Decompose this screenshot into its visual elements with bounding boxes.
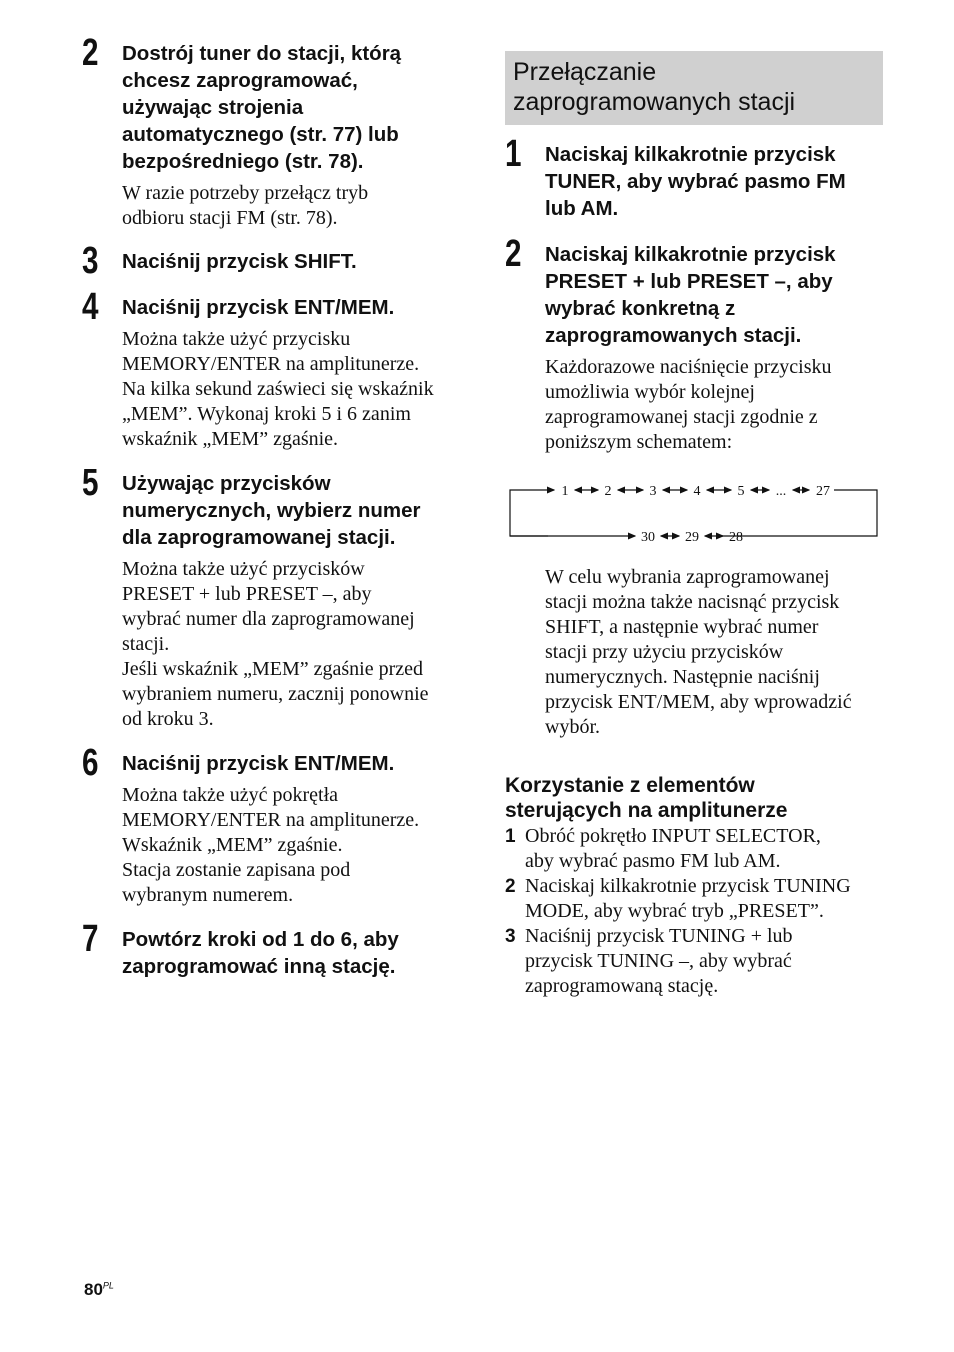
body-line: Stacja zostanie zapisana pod: [122, 859, 351, 881]
diagram-label: 1: [561, 484, 569, 499]
body-line: stacji przy użyciu przycisków: [545, 641, 784, 663]
subsection: [505, 773, 895, 999]
step-3-left: [82, 240, 482, 282]
heading-line: zaprogramowanych stacji.: [545, 324, 802, 347]
body-line: numerycznych. Następnie naciśnij: [545, 666, 820, 688]
title-line: Korzystanie z elementów: [505, 774, 755, 797]
step-6-left: [82, 742, 482, 908]
diagram-label: 2: [604, 484, 612, 499]
body-line: W razie potrzeby przełącz tryb: [122, 182, 369, 204]
step-heading: [122, 40, 482, 175]
item-line: zaprogramowaną stację.: [525, 975, 719, 997]
body-line: poniższym schematem:: [545, 431, 733, 453]
body-line: PRESET + lub PRESET –, aby: [122, 583, 372, 605]
body-line: MEMORY/ENTER na amplitunerze.: [122, 353, 420, 375]
body-line: Można także użyć przycisków: [122, 558, 365, 580]
body-line: Wskaźnik „MEM” zgaśnie.: [122, 834, 343, 856]
body-line: „MEM”. Wykonaj kroki 5 i 6 zanim: [122, 403, 411, 425]
step-heading: Naciśnij przycisk ENT/MEM.: [122, 296, 395, 319]
heading-line: Naciskaj kilkakrotnie przycisk: [545, 243, 836, 266]
diagram-label: 30: [641, 530, 655, 545]
step-2-right: [505, 233, 883, 455]
list-item: [505, 824, 895, 874]
body-line: umożliwia wybór kolejnej: [545, 381, 755, 403]
step-heading: [122, 470, 482, 551]
step-1-right: [505, 133, 883, 222]
step-number: 5: [82, 462, 99, 504]
body-line: SHIFT, a następnie wybrać numer: [545, 616, 819, 638]
item-number: 2: [505, 876, 516, 897]
step-body: [122, 181, 482, 231]
heading-line: Naciskaj kilkakrotnie przycisk: [545, 143, 836, 166]
step-7-left: [82, 918, 482, 980]
item-number: 3: [505, 926, 516, 947]
body-line: zaprogramowanej stacji zgodnie z: [545, 406, 818, 428]
diagram-label: 27: [816, 484, 830, 499]
heading-line: wybrać konkretną z: [545, 297, 736, 320]
step-body: [122, 557, 482, 732]
title-line: sterujących na amplitunerze: [505, 799, 788, 822]
preset-cycle-diagram: [505, 475, 885, 550]
right-column-lower: [545, 565, 885, 740]
item-line: Obróć pokrętło INPUT SELECTOR,: [525, 825, 821, 847]
page-language: PL: [102, 1280, 114, 1291]
step-body: [122, 783, 482, 908]
subsection-title: [505, 773, 895, 823]
step-number: 6: [82, 742, 99, 784]
body-line: przycisk ENT/MEM, aby wprowadzić: [545, 691, 852, 713]
step-number: 1: [505, 133, 522, 175]
body-line: wybrać numer dla zaprogramowanej: [122, 608, 415, 630]
heading-line: Dostrój tuner do stacji, którą: [122, 42, 402, 65]
body-line: odbioru stacji FM (str. 78).: [122, 207, 338, 229]
page-number: [84, 1280, 114, 1300]
item-line: Naciśnij przycisk TUNING + lub: [525, 925, 793, 947]
heading-line: TUNER, aby wybrać pasmo FM: [545, 170, 846, 193]
heading-line: lub AM.: [545, 197, 619, 220]
heading-line: automatycznego (str. 77) lub: [122, 123, 399, 146]
heading-line: bezpośredniego (str. 78).: [122, 150, 364, 173]
body-line: Można także użyć przycisku: [122, 328, 351, 350]
diagram-label: 4: [693, 484, 701, 499]
step-body: [545, 355, 883, 455]
body-line: W celu wybrania zaprogramowanej: [545, 566, 830, 588]
heading-line: PRESET + lub PRESET –, aby: [545, 270, 833, 293]
body-line: Jeśli wskaźnik „MEM” zgaśnie przed: [122, 658, 424, 680]
diagram-label: 28: [729, 530, 743, 545]
body-line: Na kilka sekund zaświeci się wskaźnik: [122, 378, 434, 400]
body-line: stacji można także nacisnąć przycisk: [545, 591, 840, 613]
item-number: 1: [505, 826, 516, 847]
title-line: zaprogramowanych stacji: [513, 88, 796, 116]
step-number: 4: [82, 286, 99, 328]
step-number: 2: [505, 233, 522, 275]
heading-line: numerycznych, wybierz numer: [122, 499, 421, 522]
heading-line: zaprogramować inną stację.: [122, 955, 396, 978]
list-item: [505, 874, 895, 924]
step-heading: Naciśnij przycisk ENT/MEM.: [122, 752, 395, 775]
body-line: od kroku 3.: [122, 708, 214, 730]
step-heading: [122, 926, 482, 980]
step-heading: Naciśnij przycisk SHIFT.: [122, 250, 357, 273]
body-line: wybranym numerem.: [122, 884, 294, 906]
diagram-label: 5: [737, 484, 745, 499]
heading-line: używając strojenia: [122, 96, 304, 119]
right-column: [505, 51, 883, 455]
after-diagram-text: [545, 565, 885, 740]
step-number: 7: [82, 918, 99, 960]
step-heading: [545, 241, 883, 349]
section-title: [505, 51, 883, 125]
body-line: stacji.: [122, 633, 170, 655]
step-body: [122, 327, 482, 452]
step-4-left: [82, 286, 482, 452]
step-5-left: [82, 462, 482, 732]
item-line: przycisk TUNING –, aby wybrać: [525, 950, 792, 972]
step-number: 3: [82, 240, 99, 282]
body-line: Można także użyć pokrętła: [122, 784, 339, 806]
heading-line: dla zaprogramowanej stacji.: [122, 526, 396, 549]
body-line: Każdorazowe naciśnięcie przycisku: [545, 356, 832, 378]
body-line: wskaźnik „MEM” zgaśnie.: [122, 428, 339, 450]
item-line: MODE, aby wybrać tryb „PRESET”.: [525, 900, 824, 922]
page-number-value: 80: [84, 1280, 103, 1299]
diagram-label: ...: [775, 484, 787, 499]
step-number: 2: [82, 32, 99, 74]
body-line: MEMORY/ENTER na amplitunerze.: [122, 809, 420, 831]
body-line: wybraniem numeru, zacznij ponownie: [122, 683, 429, 705]
loop-line: [510, 490, 554, 536]
heading-line: chcesz zaprogramować,: [122, 69, 358, 92]
heading-line: Używając przycisków: [122, 472, 331, 495]
item-line: aby wybrać pasmo FM lub AM.: [525, 850, 781, 872]
left-column: [82, 32, 482, 980]
title-line: Przełączanie: [513, 58, 657, 86]
step-2-left: [82, 32, 482, 231]
diagram-label: 3: [649, 484, 657, 499]
item-line: Naciskaj kilkakrotnie przycisk TUNING: [525, 875, 851, 897]
step-heading: [545, 141, 883, 222]
heading-line: Powtórz kroki od 1 do 6, aby: [122, 928, 399, 951]
body-line: wybór.: [545, 716, 600, 738]
diagram-label: 29: [685, 530, 699, 545]
list-item: [505, 924, 895, 999]
